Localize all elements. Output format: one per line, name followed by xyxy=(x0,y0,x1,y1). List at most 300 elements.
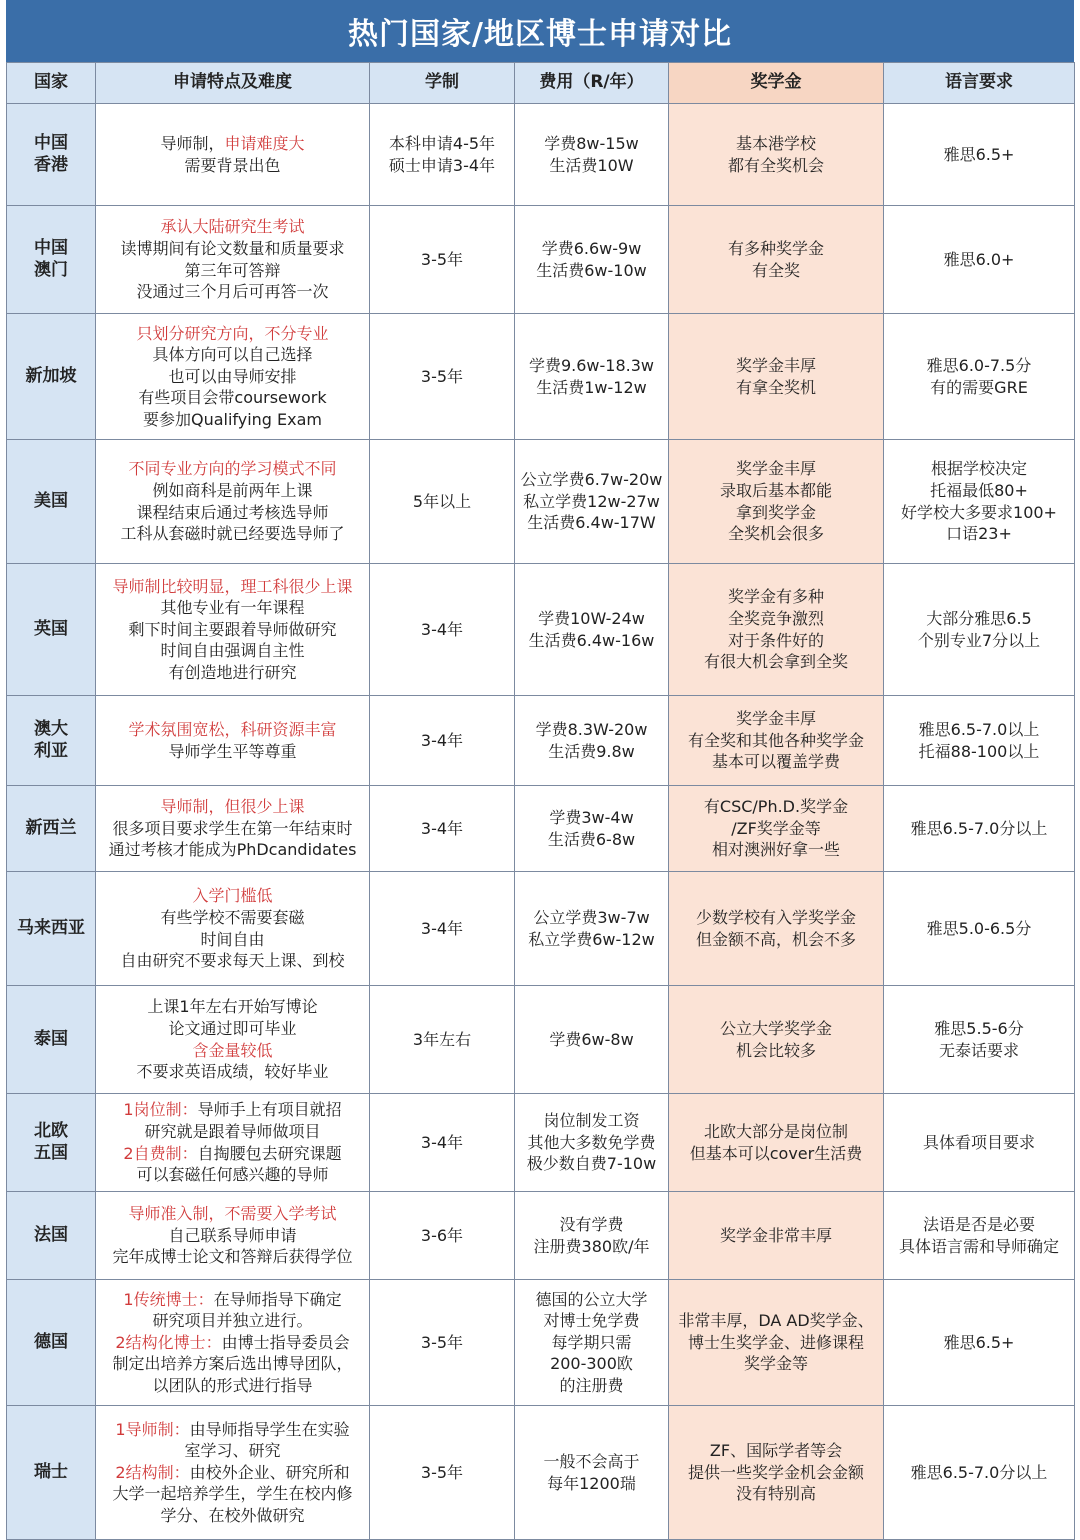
features-cell xyxy=(96,1192,370,1280)
scholarship-cell xyxy=(669,696,884,786)
language-cell-line: 法语是否是必要 xyxy=(922,1214,1035,1234)
features-line xyxy=(98,907,367,929)
scholarship-cell xyxy=(669,1094,884,1192)
table-row xyxy=(7,872,1075,986)
features-line xyxy=(98,366,367,388)
header-features: 申请特点及难度 xyxy=(96,63,370,104)
country-cell-line: 五国 xyxy=(34,1142,68,1163)
features-line xyxy=(98,1225,367,1247)
features-line xyxy=(98,409,367,431)
duration-cell-line: 3-6年 xyxy=(420,1225,464,1245)
language-cell xyxy=(884,104,1075,206)
feature-text: 时间自由 xyxy=(200,929,265,949)
scholarship-cell-line: 博士生奖学金、进修课程 xyxy=(687,1332,864,1352)
duration-cell xyxy=(370,314,515,440)
feature-text: 读博期间有论文数量和质量要求 xyxy=(120,238,345,258)
features-line xyxy=(98,1099,367,1121)
cost-cell xyxy=(515,1192,669,1280)
features-line xyxy=(98,133,367,155)
feature-text: 上课1年左右开始写博论 xyxy=(147,997,318,1017)
duration-cell-line: 3-5年 xyxy=(420,1332,464,1352)
highlight-text: 申请难度大 xyxy=(224,133,305,153)
country-cell xyxy=(7,696,96,786)
scholarship-cell-line: 对于条件好的 xyxy=(727,630,824,650)
scholarship-cell-line: ZF、国际学者等会 xyxy=(709,1441,843,1461)
features-line xyxy=(98,1143,367,1165)
country-cell xyxy=(7,1094,96,1192)
duration-cell-line: 3-4年 xyxy=(420,730,464,750)
highlight-text: 2结构制： xyxy=(115,1462,190,1482)
language-cell-line: 雅思6.5-7.0以上 xyxy=(918,719,1040,739)
scholarship-cell-line: 奖学金丰厚 xyxy=(735,459,816,479)
scholarship-cell xyxy=(669,872,884,986)
scholarship-cell xyxy=(669,314,884,440)
language-cell-line: 具体语言需和导师确定 xyxy=(898,1236,1059,1256)
cost-cell xyxy=(515,564,669,696)
features-line xyxy=(98,458,367,480)
scholarship-cell-line: 少数学校有入学奖学金 xyxy=(695,907,856,927)
feature-text: 完年成博士论文和答辩后获得学位 xyxy=(112,1247,353,1267)
feature-text: 工科从套磁时就已经要选导师了 xyxy=(120,524,345,544)
scholarship-cell-line: 非常丰厚，DA AD奖学金、 xyxy=(678,1311,874,1331)
table-row xyxy=(7,786,1075,872)
table-row xyxy=(7,564,1075,696)
cost-cell-line: 生活费6.4w-17W xyxy=(527,513,656,533)
language-cell-line: 雅思6.5+ xyxy=(943,144,1015,164)
feature-text: 研究项目并独立进行。 xyxy=(152,1311,313,1331)
scholarship-cell-line: 提供一些奖学金机会金额 xyxy=(687,1462,864,1482)
duration-cell-line: 本科申请4-5年 xyxy=(388,133,496,153)
country-cell-line: 瑞士 xyxy=(34,1461,68,1482)
header-cost: 费用（R/年） xyxy=(515,63,669,104)
scholarship-cell-line: 机会比较多 xyxy=(735,1040,816,1060)
scholarship-cell xyxy=(669,1280,884,1406)
highlight-text: 1导师制： xyxy=(115,1419,190,1439)
scholarship-cell-line: 奖学金有多种 xyxy=(727,587,824,607)
features-line xyxy=(98,619,367,641)
language-cell-line: 无泰话要求 xyxy=(938,1040,1019,1060)
highlight-text: 含金量较低 xyxy=(192,1040,273,1060)
header-language: 语言要求 xyxy=(884,63,1075,104)
features-line xyxy=(98,281,367,303)
feature-text: 有些学校不需要套磁 xyxy=(160,907,305,927)
feature-text: 具体方向可以自己选择 xyxy=(152,345,313,365)
table-row xyxy=(7,1094,1075,1192)
feature-text: 很多项目要求学生在第一年结束时 xyxy=(112,818,353,838)
country-cell-line: 德国 xyxy=(34,1331,68,1352)
cost-cell-line: 学费8.3W-20w xyxy=(535,719,648,739)
cost-cell xyxy=(515,986,669,1094)
feature-text: 导师手上有项目就招 xyxy=(197,1100,342,1120)
language-cell-line: 大部分雅思6.5 xyxy=(926,608,1032,628)
feature-text: 课程结束后通过考核选导师 xyxy=(136,502,329,522)
header-duration: 学制 xyxy=(370,63,515,104)
duration-cell-line: 3-5年 xyxy=(420,249,464,269)
features-cell xyxy=(96,696,370,786)
features-line xyxy=(98,818,367,840)
language-cell xyxy=(884,1094,1075,1192)
features-line xyxy=(98,1164,367,1186)
scholarship-cell-line: 基本可以覆盖学费 xyxy=(711,752,840,772)
feature-text: 不要求英语成绩，较好毕业 xyxy=(136,1062,329,1082)
duration-cell-line: 3年左右 xyxy=(412,1029,472,1049)
scholarship-cell xyxy=(669,1406,884,1540)
duration-cell-line: 硕士申请3-4年 xyxy=(388,155,496,175)
language-cell xyxy=(884,440,1075,564)
scholarship-cell-line: 全奖竞争激烈 xyxy=(727,608,824,628)
feature-text: 通过考核才能成为PhDcandidates xyxy=(108,840,357,860)
country-cell-line: 新西兰 xyxy=(25,817,77,838)
scholarship-cell-line: 有拿全奖机 xyxy=(735,377,816,397)
language-cell xyxy=(884,696,1075,786)
language-cell xyxy=(884,314,1075,440)
country-cell-line: 北欧 xyxy=(34,1120,68,1141)
cost-cell-line: 学费6w-8w xyxy=(549,1029,634,1049)
country-cell-line: 马来西亚 xyxy=(17,917,85,938)
feature-text: 自己联系导师申请 xyxy=(168,1225,297,1245)
language-cell xyxy=(884,206,1075,314)
features-line xyxy=(98,480,367,502)
cost-cell-line: 没有学费 xyxy=(559,1214,624,1234)
country-cell-line: 中国 xyxy=(34,132,68,153)
country-cell-line: 新加坡 xyxy=(25,365,77,386)
cost-cell-line: 其他大多数免学费 xyxy=(527,1132,656,1152)
highlight-text: 2自费制： xyxy=(123,1143,198,1163)
table-row xyxy=(7,440,1075,564)
cost-cell xyxy=(515,206,669,314)
country-cell xyxy=(7,1192,96,1280)
features-cell xyxy=(96,1094,370,1192)
feature-text: 要参加Qualifying Exam xyxy=(142,409,323,429)
features-cell xyxy=(96,104,370,206)
scholarship-cell-line: 录取后基本都能 xyxy=(719,480,832,500)
features-cell xyxy=(96,1280,370,1406)
header-country: 国家 xyxy=(7,63,96,104)
cost-cell-line: 生活费6w-10w xyxy=(536,260,647,280)
features-line xyxy=(98,1353,367,1375)
language-cell-line: 有的需要GRE xyxy=(930,377,1028,397)
features-line xyxy=(98,1246,367,1268)
features-cell xyxy=(96,986,370,1094)
highlight-text: 导师准入制，不需要入学考试 xyxy=(128,1204,337,1224)
feature-text: 自掏腰包去研究课题 xyxy=(197,1143,342,1163)
duration-cell xyxy=(370,872,515,986)
feature-text: 导师学生平等尊重 xyxy=(168,741,297,761)
table-row xyxy=(7,1406,1075,1540)
feature-text: 自由研究不要求每天上课、到校 xyxy=(120,951,345,971)
cost-cell-line: 每年1200瑞 xyxy=(547,1473,636,1493)
highlight-text: 导师制比较明显，理工科很少上课 xyxy=(112,576,353,596)
feature-text: 在导师指导下确定 xyxy=(213,1289,342,1309)
country-cell xyxy=(7,786,96,872)
cost-cell-line: 学费6.6w-9w xyxy=(541,238,642,258)
language-cell xyxy=(884,564,1075,696)
table-body xyxy=(7,104,1075,1540)
table-row xyxy=(7,104,1075,206)
features-line xyxy=(98,719,367,741)
duration-cell xyxy=(370,1192,515,1280)
cost-cell xyxy=(515,1094,669,1192)
cost-cell-line: 生活费6-8w xyxy=(547,829,636,849)
cost-cell-line: 公立学费3w-7w xyxy=(533,907,650,927)
country-cell-line: 澳门 xyxy=(34,259,68,280)
feature-text: 大学一起培养学生，学生在校内修 xyxy=(112,1484,353,1504)
scholarship-cell-line: 有CSC/Ph.D.奖学金 xyxy=(703,797,849,817)
scholarship-cell-line: 没有特别高 xyxy=(735,1484,816,1504)
cost-cell xyxy=(515,1280,669,1406)
features-line xyxy=(98,1505,367,1527)
cost-cell-line: 对博士免学费 xyxy=(543,1311,640,1331)
feature-text: 学分、在校外做研究 xyxy=(160,1505,305,1525)
cost-cell-line: 学费3w-4w xyxy=(549,807,634,827)
feature-text: 需要背景出色 xyxy=(184,155,281,175)
cost-cell xyxy=(515,872,669,986)
table-row xyxy=(7,986,1075,1094)
scholarship-cell-line: 奖学金丰厚 xyxy=(735,355,816,375)
language-cell-line: 雅思6.0+ xyxy=(943,249,1015,269)
cost-cell-line: 学费8w-15w xyxy=(544,133,639,153)
duration-cell xyxy=(370,206,515,314)
feature-text: 由博士指导委员会 xyxy=(221,1332,350,1352)
features-line xyxy=(98,216,367,238)
duration-cell-line: 3-5年 xyxy=(420,1462,464,1482)
features-line xyxy=(98,662,367,684)
country-cell-line: 中国 xyxy=(34,237,68,258)
table-row xyxy=(7,696,1075,786)
duration-cell xyxy=(370,986,515,1094)
duration-cell-line: 3-4年 xyxy=(420,619,464,639)
feature-text: 也可以由导师安排 xyxy=(168,366,297,386)
duration-cell xyxy=(370,1280,515,1406)
duration-cell-line: 3-4年 xyxy=(420,818,464,838)
features-cell xyxy=(96,206,370,314)
scholarship-cell xyxy=(669,1192,884,1280)
features-line xyxy=(98,1419,367,1441)
country-cell-line: 泰国 xyxy=(34,1028,68,1049)
feature-text: 研究就是跟着导师做项目 xyxy=(144,1121,321,1141)
features-line xyxy=(98,387,367,409)
language-cell-line: 托福88-100以上 xyxy=(918,741,1040,761)
features-line xyxy=(98,1061,367,1083)
features-line xyxy=(98,155,367,177)
table-row xyxy=(7,1280,1075,1406)
features-line xyxy=(98,929,367,951)
language-cell-line: 具体看项目要求 xyxy=(922,1132,1035,1152)
feature-text: 可以套磁任何感兴趣的导师 xyxy=(136,1165,329,1185)
features-line xyxy=(98,1375,367,1397)
feature-text: 第三年可答辩 xyxy=(184,260,281,280)
features-line xyxy=(98,885,367,907)
language-cell-line: 雅思5.0-6.5分 xyxy=(926,918,1032,938)
duration-cell xyxy=(370,1094,515,1192)
features-cell xyxy=(96,314,370,440)
scholarship-cell-line: 奖学金丰厚 xyxy=(735,709,816,729)
features-line xyxy=(98,502,367,524)
header-row xyxy=(7,63,1075,104)
scholarship-cell-line: 但金额不高，机会不多 xyxy=(695,929,856,949)
country-cell xyxy=(7,314,96,440)
duration-cell xyxy=(370,786,515,872)
highlight-text: 1岗位制： xyxy=(123,1100,198,1120)
language-cell-line: 根据学校决定 xyxy=(930,459,1027,479)
features-line xyxy=(98,1289,367,1311)
country-cell-line: 美国 xyxy=(34,490,68,511)
duration-cell-line: 3-4年 xyxy=(420,918,464,938)
cost-cell-line: 学费10W-24w xyxy=(538,608,645,628)
feature-text: 论文通过即可毕业 xyxy=(168,1018,297,1038)
country-cell xyxy=(7,986,96,1094)
feature-text: 有些项目会带coursework xyxy=(138,388,327,408)
scholarship-cell-line: 有很大机会拿到全奖 xyxy=(703,652,848,672)
scholarship-cell xyxy=(669,564,884,696)
duration-cell-line: 3-4年 xyxy=(420,1132,464,1152)
language-cell-line: 雅思6.5-7.0分以上 xyxy=(910,818,1048,838)
feature-text: 室学习、研究 xyxy=(184,1441,281,1461)
country-cell xyxy=(7,872,96,986)
feature-text: 剩下时间主要跟着导师做研究 xyxy=(128,619,337,639)
header-scholarship: 奖学金 xyxy=(669,63,884,104)
scholarship-cell-line: 奖学金非常丰厚 xyxy=(719,1225,832,1245)
features-line xyxy=(98,260,367,282)
highlight-text: 不同专业方向的学习模式不同 xyxy=(128,459,337,479)
language-cell-line: 托福最低80+ xyxy=(930,480,1028,500)
cost-cell-line: 极少数自费7-10w xyxy=(526,1154,657,1174)
features-line xyxy=(98,597,367,619)
features-line xyxy=(98,1462,367,1484)
highlight-text: 学术氛围宽松，科研资源丰富 xyxy=(128,719,337,739)
scholarship-cell-line: 有全奖和其他各种奖学金 xyxy=(687,730,864,750)
highlight-text: 1传统博士： xyxy=(123,1289,214,1309)
feature-text: 其他专业有一年课程 xyxy=(160,598,305,618)
features-line xyxy=(98,1203,367,1225)
scholarship-cell xyxy=(669,206,884,314)
cost-cell-line: 学费9.6w-18.3w xyxy=(528,355,655,375)
cost-cell-line: 生活费1w-12w xyxy=(536,377,647,397)
scholarship-cell-line: 但基本可以cover生活费 xyxy=(689,1143,863,1163)
table-row xyxy=(7,1192,1075,1280)
features-line xyxy=(98,741,367,763)
country-cell xyxy=(7,564,96,696)
features-line xyxy=(98,1332,367,1354)
scholarship-cell-line: 北欧大部分是岗位制 xyxy=(703,1121,848,1141)
cost-cell-line: 岗位制发工资 xyxy=(543,1111,640,1131)
feature-text: 以团队的形式进行指导 xyxy=(152,1375,313,1395)
features-line xyxy=(98,1018,367,1040)
country-cell-line: 英国 xyxy=(34,618,68,639)
features-line xyxy=(98,796,367,818)
highlight-text: 导师制，但很少上课 xyxy=(160,797,305,817)
cost-cell-line: 的注册费 xyxy=(559,1375,624,1395)
features-line xyxy=(98,323,367,345)
country-cell xyxy=(7,1406,96,1540)
country-cell-line: 利亚 xyxy=(34,740,68,761)
language-cell xyxy=(884,1280,1075,1406)
features-line xyxy=(98,839,367,861)
feature-text: 没通过三个月后可再答一次 xyxy=(136,282,329,302)
scholarship-cell-line: 奖学金等 xyxy=(743,1354,808,1374)
cost-cell-line: 注册费380欧/年 xyxy=(533,1236,650,1256)
duration-cell xyxy=(370,104,515,206)
language-cell xyxy=(884,986,1075,1094)
scholarship-cell xyxy=(669,986,884,1094)
scholarship-cell-line: 拿到奖学金 xyxy=(735,502,816,522)
country-cell-line: 法国 xyxy=(34,1224,68,1245)
scholarship-cell-line: 基本港学校 xyxy=(735,133,816,153)
country-cell xyxy=(7,440,96,564)
highlight-text: 承认大陆研究生考试 xyxy=(160,217,305,237)
scholarship-cell-line: 相对澳洲好拿一些 xyxy=(711,840,840,860)
language-cell-line: 雅思6.5+ xyxy=(943,1332,1015,1352)
scholarship-cell-line: 有全奖 xyxy=(751,260,800,280)
duration-cell xyxy=(370,564,515,696)
cost-cell-line: 200-300欧 xyxy=(550,1354,633,1374)
highlight-text: 2结构化博士： xyxy=(115,1332,222,1352)
features-cell xyxy=(96,440,370,564)
duration-cell xyxy=(370,696,515,786)
cost-cell xyxy=(515,1406,669,1540)
language-cell-line: 口语23+ xyxy=(946,524,1012,544)
scholarship-cell xyxy=(669,104,884,206)
highlight-text: 入学门槛低 xyxy=(192,886,273,906)
cost-cell xyxy=(515,314,669,440)
features-line xyxy=(98,1483,367,1505)
features-line xyxy=(98,950,367,972)
feature-text: 有创造地进行研究 xyxy=(168,662,297,682)
language-cell-line: 雅思5.5-6分 xyxy=(934,1018,1024,1038)
scholarship-cell-line: /ZF奖学金等 xyxy=(731,818,821,838)
cost-cell-line: 私立学费12w-27w xyxy=(523,491,660,511)
cost-cell-line: 一般不会高于 xyxy=(543,1451,640,1471)
features-line xyxy=(98,1440,367,1462)
duration-cell-line: 3-5年 xyxy=(420,366,464,386)
cost-cell-line: 生活费9.8w xyxy=(548,741,635,761)
features-cell xyxy=(96,564,370,696)
scholarship-cell xyxy=(669,786,884,872)
table-row xyxy=(7,314,1075,440)
features-line xyxy=(98,996,367,1018)
language-cell-line: 雅思6.5-7.0分以上 xyxy=(910,1462,1048,1482)
feature-text: 制定出培养方案后选出博导团队， xyxy=(112,1354,353,1374)
comparison-table xyxy=(6,62,1075,1540)
feature-text: 由导师指导学生在实验 xyxy=(189,1419,350,1439)
page-title: 热门国家/地区博士申请对比 xyxy=(6,0,1074,62)
features-cell xyxy=(96,872,370,986)
cost-cell-line: 私立学费6w-12w xyxy=(528,929,655,949)
cost-cell-line: 生活费6.4w-16w xyxy=(528,630,655,650)
country-cell-line: 澳大 xyxy=(34,718,68,739)
language-cell-line: 雅思6.0-7.5分 xyxy=(926,355,1032,375)
scholarship-cell-line: 公立大学奖学金 xyxy=(719,1018,832,1038)
cost-cell xyxy=(515,696,669,786)
language-cell-line: 个别专业7分以上 xyxy=(917,630,1041,650)
feature-text: 导师制， xyxy=(160,133,225,153)
scholarship-cell xyxy=(669,440,884,564)
cost-cell xyxy=(515,440,669,564)
language-cell-line: 好学校大多要求100+ xyxy=(901,502,1057,522)
scholarship-cell-line: 都有全奖机会 xyxy=(727,155,824,175)
language-cell xyxy=(884,872,1075,986)
feature-text: 由校外企业、研究所和 xyxy=(189,1462,350,1482)
features-cell xyxy=(96,786,370,872)
table-row xyxy=(7,206,1075,314)
duration-cell xyxy=(370,440,515,564)
duration-cell xyxy=(370,1406,515,1540)
language-cell xyxy=(884,1192,1075,1280)
features-line xyxy=(98,640,367,662)
duration-cell-line: 5年以上 xyxy=(412,491,472,511)
country-cell-line: 香港 xyxy=(34,154,68,175)
features-line xyxy=(98,523,367,545)
